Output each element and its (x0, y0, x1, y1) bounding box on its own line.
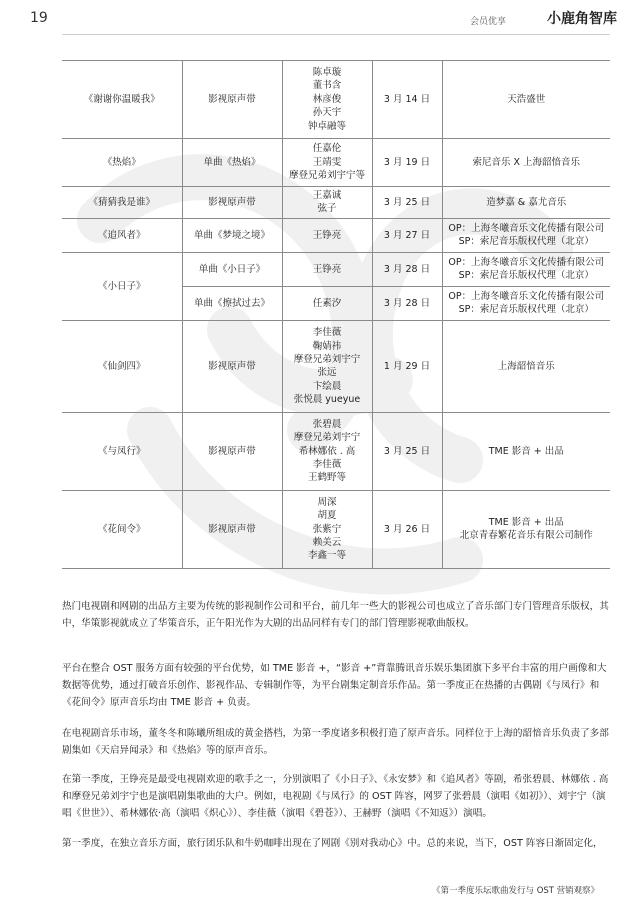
publisher-line: SP：索尼音乐版权代理（北京） (458, 304, 594, 316)
singer-name: 张悦晨 yueyue (293, 394, 361, 406)
cell-singers (282, 187, 372, 219)
cell-drama: 《与凤行》 (62, 412, 182, 490)
cell-release-type: 影视原声带 (182, 320, 282, 412)
cell-release-date: 1 月 29 日 (372, 320, 442, 412)
cell-singers (282, 490, 372, 568)
paragraph-1: 热门电视剧和网剧的出品方主要为传统的影视制作公司和平台，前几年一些大的影视公司也成立了音乐部门专门管理音乐版权，其中，华策影视就成立了华策音乐，正午阳光作为大剧的出品同样有专门的部门管理影视歌曲版权。 (62, 601, 609, 629)
singer-name: 陈卓璇 (312, 66, 342, 78)
table-row (62, 412, 610, 490)
paragraph-4: 在第一季度，王铮亮是最受电视剧欢迎的歌手之一，分别演唱了《小日子》、《永安梦》和《追风者》等剧，希张碧晨、林娜依 . 高和摩登兄弟刘宇宁也是演唱剧集歌曲的大户。例如，电视剧《与凤行》的 OST 阵容，网罗了张碧晨（演唱《如初》）、刘宇宁（演唱《世世》）、希林娜依·高（演唱《炽心》）、李佳薇（演唱《碧苍》）、王赫野（演唱《不知返》）演唱。 (62, 774, 609, 819)
cell-drama: 《花间令》 (62, 490, 182, 568)
cell-singers (282, 218, 372, 252)
singer-name: 钟卓融等 (307, 120, 346, 132)
cell-release-date: 3 月 26 日 (372, 490, 442, 568)
cell-drama: 《追风者》 (62, 218, 182, 252)
publisher-line: TME 影音 + 出品 (488, 516, 564, 528)
singer-name: 任素汐 (312, 297, 342, 309)
cell-publisher (442, 412, 610, 490)
cell-singers (282, 412, 372, 490)
singer-name: 王嘉诚 (312, 190, 342, 201)
singer-name: 周深 (317, 496, 337, 508)
ost-release-table (62, 60, 610, 569)
cell-release-type: 单曲《梦境之境》 (182, 218, 282, 252)
publisher-line: TME 影音 + 出品 (488, 445, 564, 457)
publisher-line: OP：上海冬曦音乐文化传播有限公司 (448, 222, 605, 234)
singer-name: 希林娜依 . 高 (298, 445, 356, 457)
singer-name: 李鑫一等 (307, 550, 346, 562)
cell-drama: 《猜猜我是谁》 (62, 187, 182, 219)
singer-name: 孙天宇 (312, 107, 342, 119)
cell-drama: 《小日子》 (62, 252, 182, 320)
cell-singers (282, 139, 372, 187)
singer-name: 张碧晨 (312, 418, 342, 430)
paragraph-2: 平台在整合 OST 服务方面有较强的平台优势，如 TME 影音 +，“影音 +”背靠腾讯音乐娱乐集团旗下多平台丰富的用户画像和大数据等优势，通过打破音乐创作、影视作品、专辑制作等，为平台剧集定制音乐作品。第一季度正在热播的古偶剧《与凤行》和《花间令》原声音乐均由 TME 影音 + 负责。 (62, 663, 607, 708)
table-row (62, 252, 610, 286)
cell-release-type: 影视原声带 (182, 187, 282, 219)
paragraph-5: 第一季度，在独立音乐方面，旅行团乐队和牛奶咖啡出现在了网剧《别对我动心》中。总的来说，当下，OST 阵容日渐固定化， (62, 838, 603, 849)
publisher-line: OP：上海冬曦音乐文化传播有限公司 (448, 256, 605, 268)
table-row (62, 61, 610, 139)
cell-release-date: 3 月 28 日 (372, 286, 442, 320)
cell-singers (282, 61, 372, 139)
singer-name: 王鹤野等 (307, 472, 346, 484)
singer-name: 鞠婧祎 (312, 340, 342, 352)
singer-name: 任嘉伦 (312, 143, 342, 155)
singer-name: 王铮亮 (312, 263, 342, 275)
cell-publisher (442, 286, 610, 320)
cell-publisher (442, 252, 610, 286)
cell-singers (282, 286, 372, 320)
cell-release-type: 影视原声带 (182, 412, 282, 490)
singer-name: 张紫宁 (312, 523, 342, 535)
cell-release-type: 影视原声带 (182, 490, 282, 568)
table-row (62, 320, 610, 412)
singer-name: 李佳薇 (312, 459, 342, 471)
singer-name: 董书含 (312, 80, 342, 92)
cell-release-date: 3 月 19 日 (372, 139, 442, 187)
singer-name: 王靖雯 (312, 156, 342, 168)
singer-name: 卞绘晨 (312, 380, 342, 392)
report-title-footer: 《第一季度乐坛歌曲发行与 OST 营销观察》 (432, 886, 600, 896)
paragraph-3: 在电视剧音乐市场，董冬冬和陈曦所组成的黄金搭档，为第一季度诸多积极打造了原声音乐。同样位于上海的韶愔音乐负责了多部剧集如《天启异闻录》和《热焰》等的原声音乐。 (62, 728, 609, 756)
publisher-line: 上海韶愔音乐 (497, 360, 555, 372)
cell-release-date: 3 月 28 日 (372, 252, 442, 286)
cell-publisher (442, 139, 610, 187)
cell-release-date: 3 月 25 日 (372, 187, 442, 219)
cell-publisher (442, 490, 610, 568)
singer-name: 李佳薇 (312, 327, 342, 339)
singer-name: 林彦俊 (312, 93, 342, 105)
publisher-line: 造梦嘉 & 嘉尤音乐 (486, 196, 567, 208)
cell-release-type: 影视原声带 (182, 61, 282, 139)
publisher-line: 天浩盛世 (507, 93, 546, 105)
singer-name: 赖美云 (312, 537, 342, 549)
singer-name: 张远 (317, 367, 337, 379)
publisher-line: SP：索尼音乐版权代理（北京） (458, 270, 594, 282)
table-row (62, 218, 610, 252)
singer-name: 摩登兄弟刘宇宁 (293, 432, 361, 444)
cell-publisher (442, 61, 610, 139)
cell-release-date: 3 月 25 日 (372, 412, 442, 490)
publisher-line: 北京青春繁花音乐有限公司制作 (459, 530, 593, 542)
header-divider (62, 34, 610, 35)
cell-singers (282, 252, 372, 286)
publisher-line: OP：上海冬曦音乐文化传播有限公司 (448, 290, 605, 302)
cell-release-type: 单曲《擦拭过去》 (182, 286, 282, 320)
cell-release-type: 单曲《热焰》 (182, 139, 282, 187)
cell-release-date: 3 月 14 日 (372, 61, 442, 139)
publisher-line: SP：索尼音乐版权代理（北京） (458, 236, 594, 248)
member-label: 会员优享 (470, 17, 507, 27)
singer-name: 王铮亮 (312, 229, 342, 241)
singer-name: 摩登兄弟刘宇宁等 (288, 170, 365, 182)
publisher-line: 索尼音乐 X 上海韶愔音乐 (472, 156, 581, 168)
singer-name: 弦子 (317, 203, 337, 215)
cell-publisher (442, 218, 610, 252)
cell-release-type: 单曲《小日子》 (182, 252, 282, 286)
cell-publisher (442, 187, 610, 219)
cell-drama: 《仙剑四》 (62, 320, 182, 412)
table-row (62, 139, 610, 187)
singer-name: 摩登兄弟刘宇宁 (293, 353, 361, 365)
brand-name: 小鹿角智库 (547, 11, 617, 27)
table-row (62, 187, 610, 219)
cell-drama: 《谢谢你温暖我》 (62, 61, 182, 139)
cell-release-date: 3 月 27 日 (372, 218, 442, 252)
page-number: 19 (30, 10, 48, 26)
cell-singers (282, 320, 372, 412)
cell-publisher (442, 320, 610, 412)
singer-name: 胡夏 (317, 510, 337, 522)
table-row (62, 490, 610, 568)
cell-drama: 《热焰》 (62, 139, 182, 187)
